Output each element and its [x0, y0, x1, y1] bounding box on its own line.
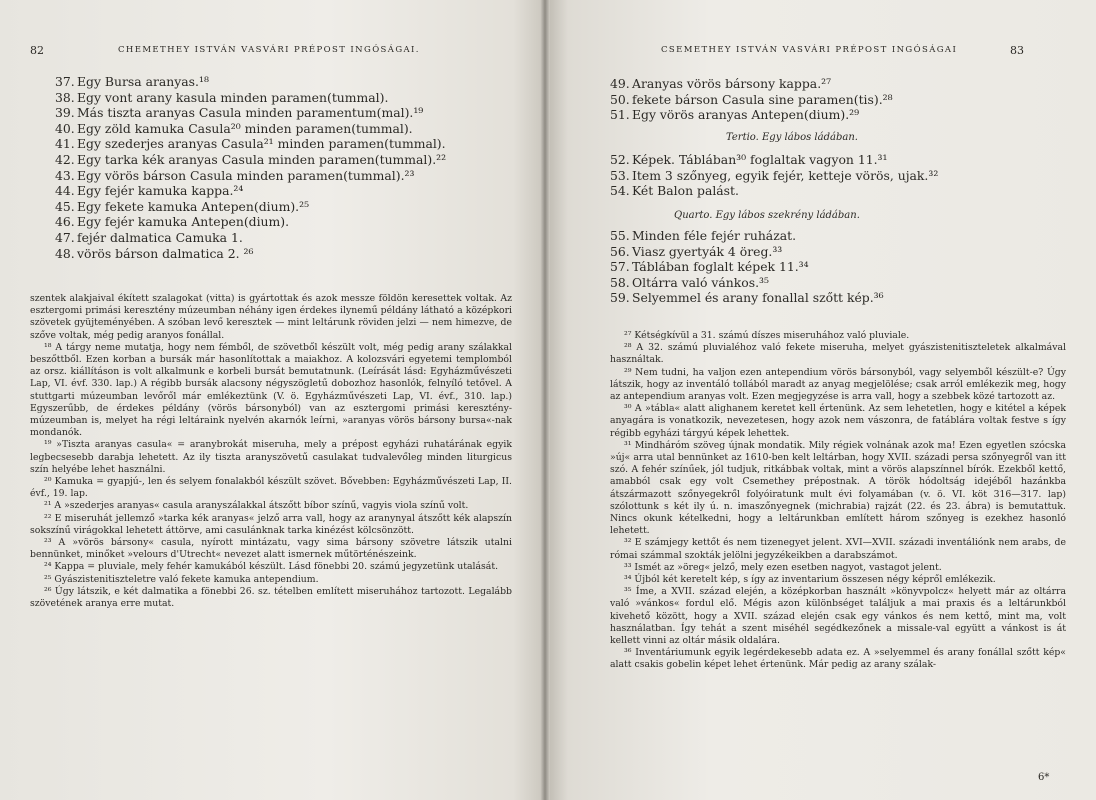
book-gutter	[540, 0, 550, 800]
left-inventory-list	[55, 74, 446, 261]
list-item: 58. Oltárra való vánkos.³⁵	[610, 274, 769, 290]
list-item: 39. Más tiszta aranyas Casula minden paramentum(mal).¹⁹	[55, 105, 424, 121]
right-page-number: 83	[1010, 44, 1024, 57]
list-item: 48. vörös bárson dalmatica 2. ²⁶	[55, 245, 254, 261]
section-heading-tertio: Tertio. Egy lábos ládában.	[726, 132, 858, 143]
list-item: 46. Egy fejér kamuka Antepen(dium).	[55, 214, 290, 230]
right-inventory-list-a	[610, 76, 893, 123]
list-item: 49. Aranyas vörös bársony kappa.²⁷	[610, 76, 832, 91]
list-item: 44. Egy fejér kamuka kappa.²⁴	[55, 183, 244, 199]
footnote: ²² E miseruhát jellemző »tarka kék aranyas« jelző arra vall, hogy az aranynyal átszőtt kék alapszín sokszínű virágokkal lehetett áttörve, ami casulánknak tarka kinézést kölcsönzött.	[30, 512, 512, 536]
footnote: szentek alakjaival ékített szalagokat (vitta) is gyártottak és azok messze földön keresettek voltak. Az esztergomi primási keresztény múzeumban néhány igen érdekes ilynemű példány látható a középkori szövetek gyüjteményében. A szóban levő keresztek — mint leltárunk röviden jelzi — nem himezve, de szőve voltak, még pedig aranyos fonállal.	[30, 293, 512, 341]
list-item: 52. Képek. Táblában³⁰ foglaltak vagyon 11.³¹	[610, 152, 888, 167]
footnote: ²⁴ Kappa = pluviale, mely fehér kamukából készült. Lásd fönebbi 20. számú jegyzetünk utalását.	[44, 561, 499, 573]
right-footnotes	[610, 330, 1066, 672]
list-item: 57. Táblában foglalt képek 11.³⁴	[610, 259, 809, 275]
list-item: 54. Két Balon palást.	[610, 183, 739, 199]
left-page	[0, 0, 546, 800]
list-item: 45. Egy fekete kamuka Antepen(dium).²⁵	[55, 198, 310, 214]
list-item: 40. Egy zöld kamuka Casula²⁰ minden paramen(tummal).	[55, 120, 413, 136]
footnote: ³⁵ Íme, a XVII. század elején, a középkorban használt »könyvpolcz« helyett már az oltárra való »vánkos« fordul elő. Mégis azon különbséget találjuk a mai praxis és a leltárunkból kivehető között, hogy a XVII. század elején csak egy vánkos és nem kettő, mint ma, volt használatban. Így tehát a szent miséhél segédkezőnek a missale-val együtt a vánkost is át kellett vinni az oltár másik oldalára.	[610, 586, 1066, 647]
footnote: ²⁹ Nem tudni, ha valjon ezen antependium vörös bársonyból, vagy selyemből készült-e? Úgy látszik, hogy az inventáló tollából maradt az anyag megjelölése; csak arról emlékezik meg, hogy az antependium aranyas volt. Ezen megjegyzése is arra vall, hogy a szebbek közé tartozott az.	[610, 366, 1066, 403]
right-page	[546, 0, 1096, 800]
right-inventory-list-c	[610, 228, 884, 306]
right-running-head: CSEMETHEY ISTVÁN VASVÁRI PRÉPOST INGÓSÁGAI	[661, 45, 958, 55]
left-running-head: CHEMETHEY ISTVÁN VASVÁRI PRÉPOST INGÓSÁGAI.	[118, 45, 420, 55]
footnote: ³¹ Mindháróm szöveg újnak mondatik. Mily régiek volnának azok ma! Ezen egyetlen szócska »új« arra utal bennünket az 1610-ben kelt leltárban, hogy XVII. századi persa szőnyegről van itt szó. A fehér színűek, jól tudjuk, ritkábbak voltak, mint a vörös alapszínnel bírók. Ezekből kettő, amabból csak egy volt Csemethey prépostnak. A török hódoltság idejéből hazánkba átszármazott szőnyegekről folyóiratunk mult évi folyamában (v. ö. VI. köt 316—317. lap) szólottunk s két ily ú. n. imaszőnyegnek (michrabia) rajzát (22. és 23. ábra) is bemutattuk. Nincs okunk kételkedni, hogy a leltárunkban említett három szőnyeg is ezekhez hasonló lehetett.	[610, 439, 1066, 537]
list-item: 51. Egy vörös aranyas Antepen(dium).²⁹	[610, 107, 860, 123]
footnote: ²⁶ Úgy látszik, e két dalmatika a fönebbi 26. sz. tételben említett miseruhához tartozott. Legalább szövetének aranya erre mutat.	[30, 585, 512, 610]
left-page-number: 82	[30, 44, 44, 57]
list-item: 50. fekete bárson Casula sine paramen(tis).²⁸	[610, 91, 893, 107]
footnote: ²³ A »vörös bársony« casula, nyírott mintázatu, vagy sima bársony szövetre látszik utalni bennünket, minőket »velours d'Utrecht« nevezet alatt ismernek műtörténészeink.	[30, 537, 512, 561]
list-item: 55. Minden féle fejér ruházat.	[610, 228, 797, 243]
footnote: ³³ Ismét az »öreg« jelző, mely ezen esetben nagyot, vastagot jelent.	[624, 561, 942, 573]
signature-mark: 6*	[1038, 772, 1050, 783]
left-footnotes	[30, 293, 512, 610]
footnote: ¹⁸ A tárgy neme mutatja, hogy nem fémből, de szövetből készült volt, még pedig arany szálakkal beszőttből. Ezen korban a bursák már hasonlítottak a maiakhoz. A kolozsvári egyetemi templomból az orsz. kiállításon is volt alkalmunk e korbeli bursát bemutatnunk. (Leírását lásd: Egyházművészeti Lap, VI. évf. 330. lap.) A régibb bursák alacsony négyszögletű dobozhoz hasonlók, felnyíló tetővel. A stuttgarti múzeumban levőről már emlékeztünk (V. ö. Egyházművészeti Lap, VI. évf., 310. lap.) Egyszerűbb, de érdekes példány (vörös bársonyból) van az esztergomi primási keresztény-múzeumban is, melyet ha régi leltáraink nyelvén akarnók leírni, »aranyas vörös bársony bursa«-nak mondanók.	[30, 341, 512, 439]
footnote: ²⁸ A 32. számú pluvialéhoz való fekete miseruha, melyet gyászistenitiszteletek alkalmával használtak.	[610, 342, 1066, 366]
section-heading-quarto: Quarto. Egy lábos szekrény ládában.	[674, 210, 860, 221]
list-item: 43. Egy vörös bárson Casula minden paramen(tummal).²³	[55, 167, 415, 183]
list-item: 42. Egy tarka kék aranyas Casula minden paramen(tummal).²²	[55, 151, 447, 167]
footnote: ²⁵ Gyászistenitiszteletre való fekete kamuka antependium.	[44, 573, 319, 585]
footnote: ³⁶ Inventáriumunk egyik legérdekesebb adata ez. A »selyemmel és arany fonállal szőtt kép« alatt csakis gobelin képet lehet értenünk. Már pedig az arany szálak-	[610, 647, 1066, 671]
footnote: ²⁰ Kamuka = gyapjú-, len és selyem fonalakból készült szövet. Bővebben: Egyházművészeti Lap, II. évf., 19. lap.	[30, 476, 512, 500]
footnote: ³⁴ Újból két keretelt kép, s így az inventarium összesen négy képről emlékezik.	[624, 574, 996, 586]
footnote: ²¹ A »szederjes aranyas« casula aranyszálakkal átszőtt bíbor színű, vagyis viola színű volt.	[44, 500, 469, 512]
footnote: ²⁷ Kétségkívül a 31. számú díszes miseruhához való pluviale.	[624, 330, 910, 341]
right-inventory-list-b	[610, 152, 938, 199]
list-item: 41. Egy szederjes aranyas Casula²¹ minden paramen(tummal).	[55, 136, 446, 152]
list-item: 47. fejér dalmatica Camuka 1.	[55, 229, 243, 245]
footnote: ³² E számjegy kettőt és nem tizenegyet jelent. XVI—XVII. századi inventáliónk nem arabs, de római számmal szokták jelölni jegyzékeikben a darabszámot.	[610, 537, 1066, 561]
list-item: 38. Egy vont arany kasula minden paramen(tummal).	[55, 89, 389, 105]
footnote: ¹⁹ »Tiszta aranyas casula« = aranybrokát miseruha, mely a prépost egyházi ruhatárának egyik legbecsesebb darabja lehetett. Az ily tiszta aranyszövetű casulakat tudvalevőleg minden liturgicus szín helyébe lehet használni.	[30, 439, 512, 475]
list-item: 37. Egy Bursa aranyas.¹⁸	[55, 74, 209, 89]
list-item: 53. Item 3 szőnyeg, egyik fejér, ketteje vörös, ujak.³²	[610, 167, 939, 183]
list-item: 59. Selyemmel és arany fonallal szőtt kép.³⁶	[610, 290, 884, 306]
list-item: 56. Viasz gyertyák 4 öreg.³³	[610, 243, 783, 259]
footnote: ³⁰ A »tábla« alatt alighanem keretet kell értenünk. Az sem lehetetlen, hogy e kitétel a képek anyagára is vonatkozik, nevezetesen, hogy azok nem vászonra, de fatáblára voltak festve s így régibb egyházi tárgyú képek lehettek.	[610, 403, 1066, 439]
